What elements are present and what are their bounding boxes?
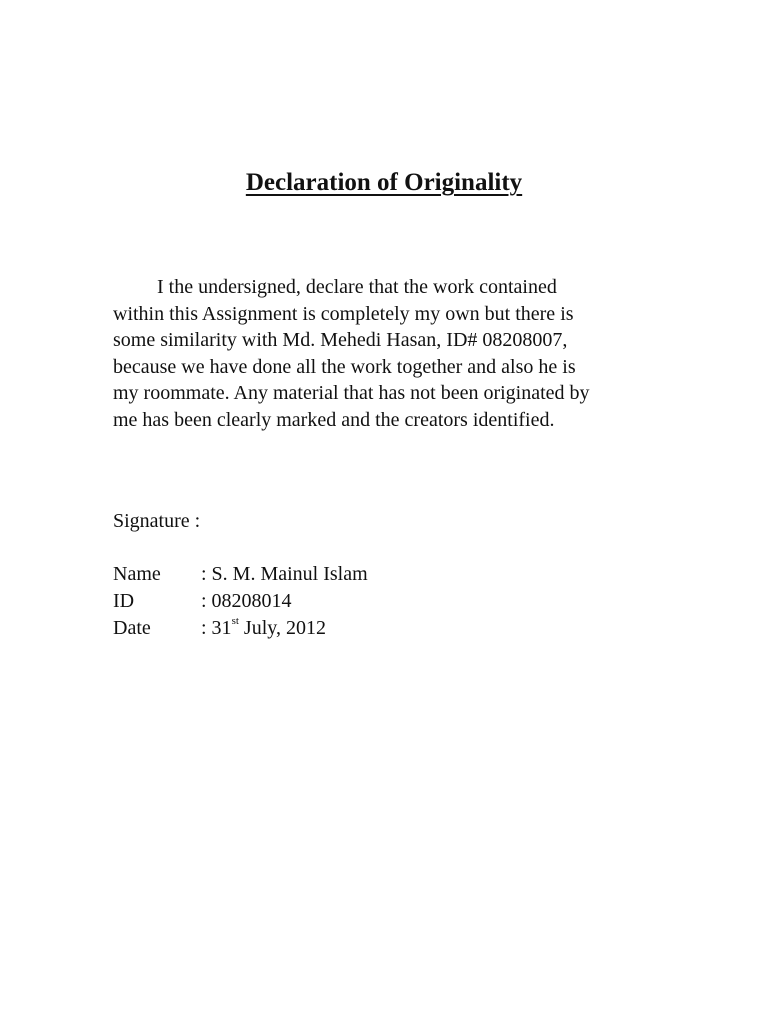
declaration-paragraph [113,274,653,433]
date-value [201,615,326,642]
id-label: ID [113,590,135,612]
id-value: : 08208014 [201,590,292,612]
declaration-line: my roommate. Any material that has not been originated by [113,382,590,404]
document-title: Declaration of Originality [245,169,523,196]
name-row [113,561,368,588]
date-label: Date [113,617,151,639]
date-day: : 31 [201,617,232,639]
signature-label: Signature : [113,510,201,532]
id-row [113,588,368,615]
name-value: : S. M. Mainul Islam [201,563,368,585]
author-info [113,561,368,642]
date-month-year: July, 2012 [238,617,326,639]
date-ordinal-suffix: st [231,615,239,628]
declaration-line: me has been clearly marked and the creators identified. [113,408,555,431]
declaration-line: within this Assignment is completely my own but there is [113,302,574,325]
declaration-line: some similarity with Md. Mehedi Hasan, ID# 08208007, [113,329,568,351]
date-row [113,615,368,642]
name-label: Name [113,563,161,585]
declaration-line: I the undersigned, declare that the work contained [157,276,557,298]
declaration-line: because we have done all the work together and also he is [113,355,576,378]
